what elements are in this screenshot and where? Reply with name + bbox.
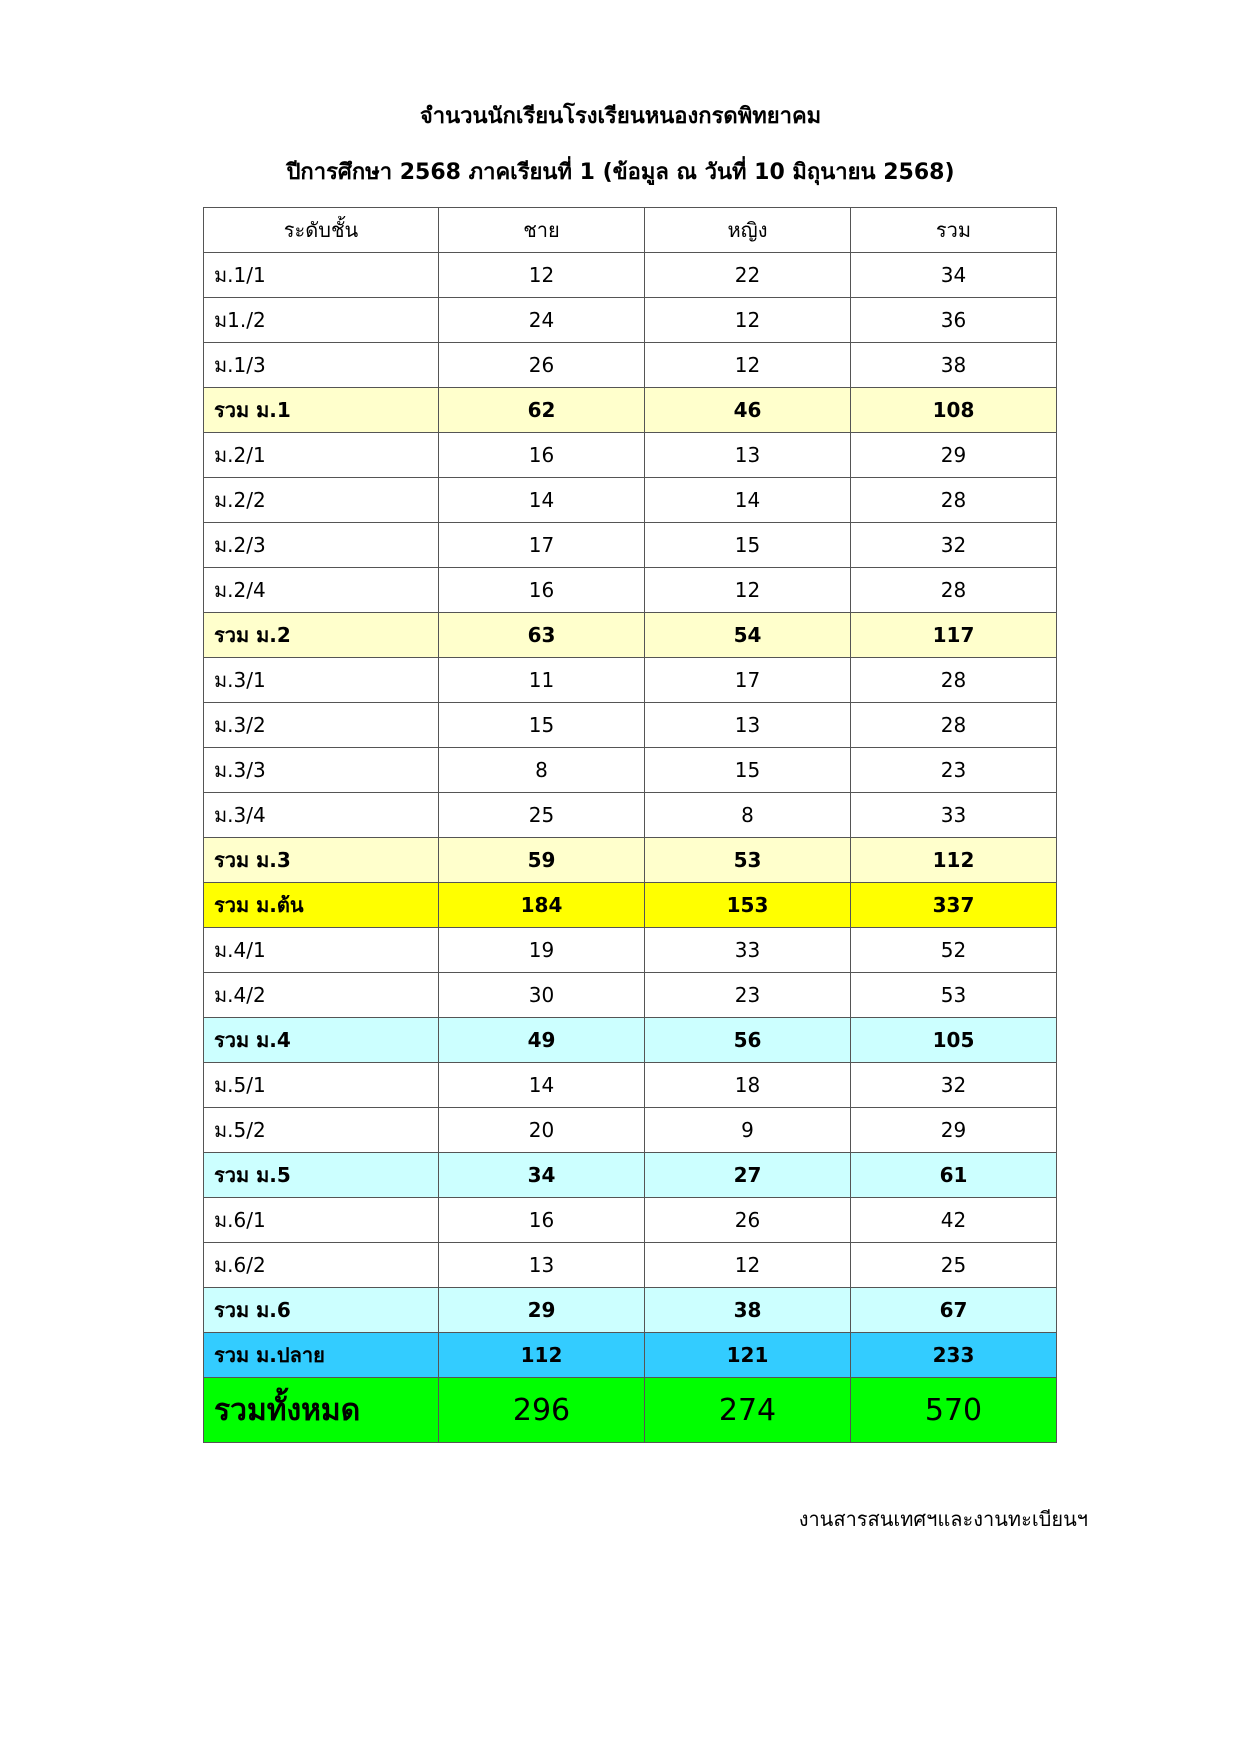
row-female-count: 8: [645, 793, 851, 838]
table-row: [204, 298, 1057, 343]
row-total-count: 32: [851, 523, 1057, 568]
header-total: รวม: [851, 208, 1057, 253]
row-male-count: 30: [439, 973, 645, 1018]
row-total-count: 28: [851, 568, 1057, 613]
student-count-table: [203, 207, 1057, 1443]
row-female-count: 14: [645, 478, 851, 523]
row-female-count: 26: [645, 1198, 851, 1243]
row-male-count: 16: [439, 568, 645, 613]
row-female-count: 15: [645, 748, 851, 793]
row-male-count: 12: [439, 253, 645, 298]
table-header-row: [204, 208, 1057, 253]
row-male-count: 24: [439, 298, 645, 343]
header-level: ระดับชั้น: [204, 208, 439, 253]
row-female-count: 9: [645, 1108, 851, 1153]
grand-total-row: [204, 1378, 1057, 1443]
row-total-count: 42: [851, 1198, 1057, 1243]
row-female-count: 53: [645, 838, 851, 883]
row-total-count: 36: [851, 298, 1057, 343]
row-level-label: ม.2/3: [204, 523, 439, 568]
row-level-label: ม.4/2: [204, 973, 439, 1018]
row-level-label: รวม ม.2: [204, 613, 439, 658]
row-male-count: 15: [439, 703, 645, 748]
table-row: [204, 568, 1057, 613]
row-male-count: 17: [439, 523, 645, 568]
row-female-count: 56: [645, 1018, 851, 1063]
table-row: [204, 1243, 1057, 1288]
row-total-count: 28: [851, 658, 1057, 703]
row-female-count: 153: [645, 883, 851, 928]
row-total-count: 233: [851, 1333, 1057, 1378]
row-level-label: รวม ม.5: [204, 1153, 439, 1198]
row-male-count: 25: [439, 793, 645, 838]
table-row: [204, 1108, 1057, 1153]
row-level-label: รวม ม.6: [204, 1288, 439, 1333]
row-male-count: 49: [439, 1018, 645, 1063]
row-level-label: ม1./2: [204, 298, 439, 343]
table-row: [204, 703, 1057, 748]
header-female: หญิง: [645, 208, 851, 253]
row-level-label: ม.2/1: [204, 433, 439, 478]
subtotal-row: [204, 388, 1057, 433]
row-level-label: ม.2/4: [204, 568, 439, 613]
row-male-count: 16: [439, 433, 645, 478]
table-row: [204, 658, 1057, 703]
row-female-count: 54: [645, 613, 851, 658]
row-level-label: รวม ม.1: [204, 388, 439, 433]
row-total-count: 34: [851, 253, 1057, 298]
row-female-count: 33: [645, 928, 851, 973]
subtotal-row: [204, 1018, 1057, 1063]
table-row: [204, 253, 1057, 298]
row-total-count: 108: [851, 388, 1057, 433]
row-female-count: 12: [645, 298, 851, 343]
table-row: [204, 973, 1057, 1018]
row-level-label: ม.6/2: [204, 1243, 439, 1288]
table-row: [204, 343, 1057, 388]
row-total-count: 29: [851, 1108, 1057, 1153]
row-female-count: 46: [645, 388, 851, 433]
row-female-count: 12: [645, 343, 851, 388]
row-male-count: 11: [439, 658, 645, 703]
row-male-count: 8: [439, 748, 645, 793]
row-level-label: ม.3/1: [204, 658, 439, 703]
document-subtitle: ปีการศึกษา 2568 ภาคเรียนที่ 1 (ข้อมูล ณ วันที่ 10 มิถุนายน 2568): [286, 160, 955, 185]
row-total-count: 570: [851, 1378, 1057, 1443]
row-level-label: ม.3/4: [204, 793, 439, 838]
row-male-count: 14: [439, 478, 645, 523]
row-level-label: ม.2/2: [204, 478, 439, 523]
row-total-count: 23: [851, 748, 1057, 793]
row-male-count: 112: [439, 1333, 645, 1378]
row-female-count: 23: [645, 973, 851, 1018]
row-male-count: 14: [439, 1063, 645, 1108]
table-row: [204, 433, 1057, 478]
row-total-count: 53: [851, 973, 1057, 1018]
row-level-label: ม.5/1: [204, 1063, 439, 1108]
table-row: [204, 1063, 1057, 1108]
subtotal-row: [204, 1288, 1057, 1333]
row-female-count: 17: [645, 658, 851, 703]
table-row: [204, 748, 1057, 793]
row-total-count: 117: [851, 613, 1057, 658]
row-total-count: 337: [851, 883, 1057, 928]
row-male-count: 19: [439, 928, 645, 973]
row-level-label: ม.3/2: [204, 703, 439, 748]
row-total-count: 61: [851, 1153, 1057, 1198]
row-level-label: รวมทั้งหมด: [204, 1378, 439, 1443]
row-female-count: 22: [645, 253, 851, 298]
table-row: [204, 928, 1057, 973]
table-row: [204, 793, 1057, 838]
row-male-count: 62: [439, 388, 645, 433]
row-male-count: 296: [439, 1378, 645, 1443]
footer-department: งานสารสนเทศฯและงานทะเบียนฯ: [798, 1507, 1088, 1531]
table-row: [204, 523, 1057, 568]
row-female-count: 13: [645, 433, 851, 478]
row-level-label: รวม ม.3: [204, 838, 439, 883]
row-total-count: 112: [851, 838, 1057, 883]
row-level-label: ม.3/3: [204, 748, 439, 793]
row-level-label: รวม ม.4: [204, 1018, 439, 1063]
row-level-label: ม.5/2: [204, 1108, 439, 1153]
row-female-count: 13: [645, 703, 851, 748]
row-total-count: 52: [851, 928, 1057, 973]
row-total-count: 38: [851, 343, 1057, 388]
header-male: ชาย: [439, 208, 645, 253]
row-total-count: 33: [851, 793, 1057, 838]
row-level-label: ม.1/1: [204, 253, 439, 298]
row-total-count: 105: [851, 1018, 1057, 1063]
table-row: [204, 1198, 1057, 1243]
row-male-count: 59: [439, 838, 645, 883]
row-female-count: 121: [645, 1333, 851, 1378]
row-female-count: 15: [645, 523, 851, 568]
subtotal-row: [204, 1153, 1057, 1198]
row-total-count: 29: [851, 433, 1057, 478]
row-male-count: 29: [439, 1288, 645, 1333]
row-male-count: 63: [439, 613, 645, 658]
row-female-count: 18: [645, 1063, 851, 1108]
table-row: [204, 478, 1057, 523]
row-level-label: ม.6/1: [204, 1198, 439, 1243]
row-total-count: 25: [851, 1243, 1057, 1288]
row-level-label: ม.4/1: [204, 928, 439, 973]
row-female-count: 38: [645, 1288, 851, 1333]
row-total-count: 67: [851, 1288, 1057, 1333]
row-level-label: รวม ม.ต้น: [204, 883, 439, 928]
row-total-count: 28: [851, 703, 1057, 748]
row-female-count: 27: [645, 1153, 851, 1198]
row-level-label: รวม ม.ปลาย: [204, 1333, 439, 1378]
row-total-count: 28: [851, 478, 1057, 523]
row-female-count: 12: [645, 568, 851, 613]
row-male-count: 13: [439, 1243, 645, 1288]
row-level-label: ม.1/3: [204, 343, 439, 388]
subtotal-row: [204, 838, 1057, 883]
row-male-count: 26: [439, 343, 645, 388]
document-title: จำนวนนักเรียนโรงเรียนหนองกรดพิทยาคม: [419, 104, 822, 129]
row-male-count: 184: [439, 883, 645, 928]
row-female-count: 12: [645, 1243, 851, 1288]
row-male-count: 34: [439, 1153, 645, 1198]
row-male-count: 16: [439, 1198, 645, 1243]
subtotal-row: [204, 613, 1057, 658]
row-female-count: 274: [645, 1378, 851, 1443]
subtotal-row: [204, 1333, 1057, 1378]
row-total-count: 32: [851, 1063, 1057, 1108]
subtotal-row: [204, 883, 1057, 928]
table-body: [204, 253, 1057, 1443]
row-male-count: 20: [439, 1108, 645, 1153]
